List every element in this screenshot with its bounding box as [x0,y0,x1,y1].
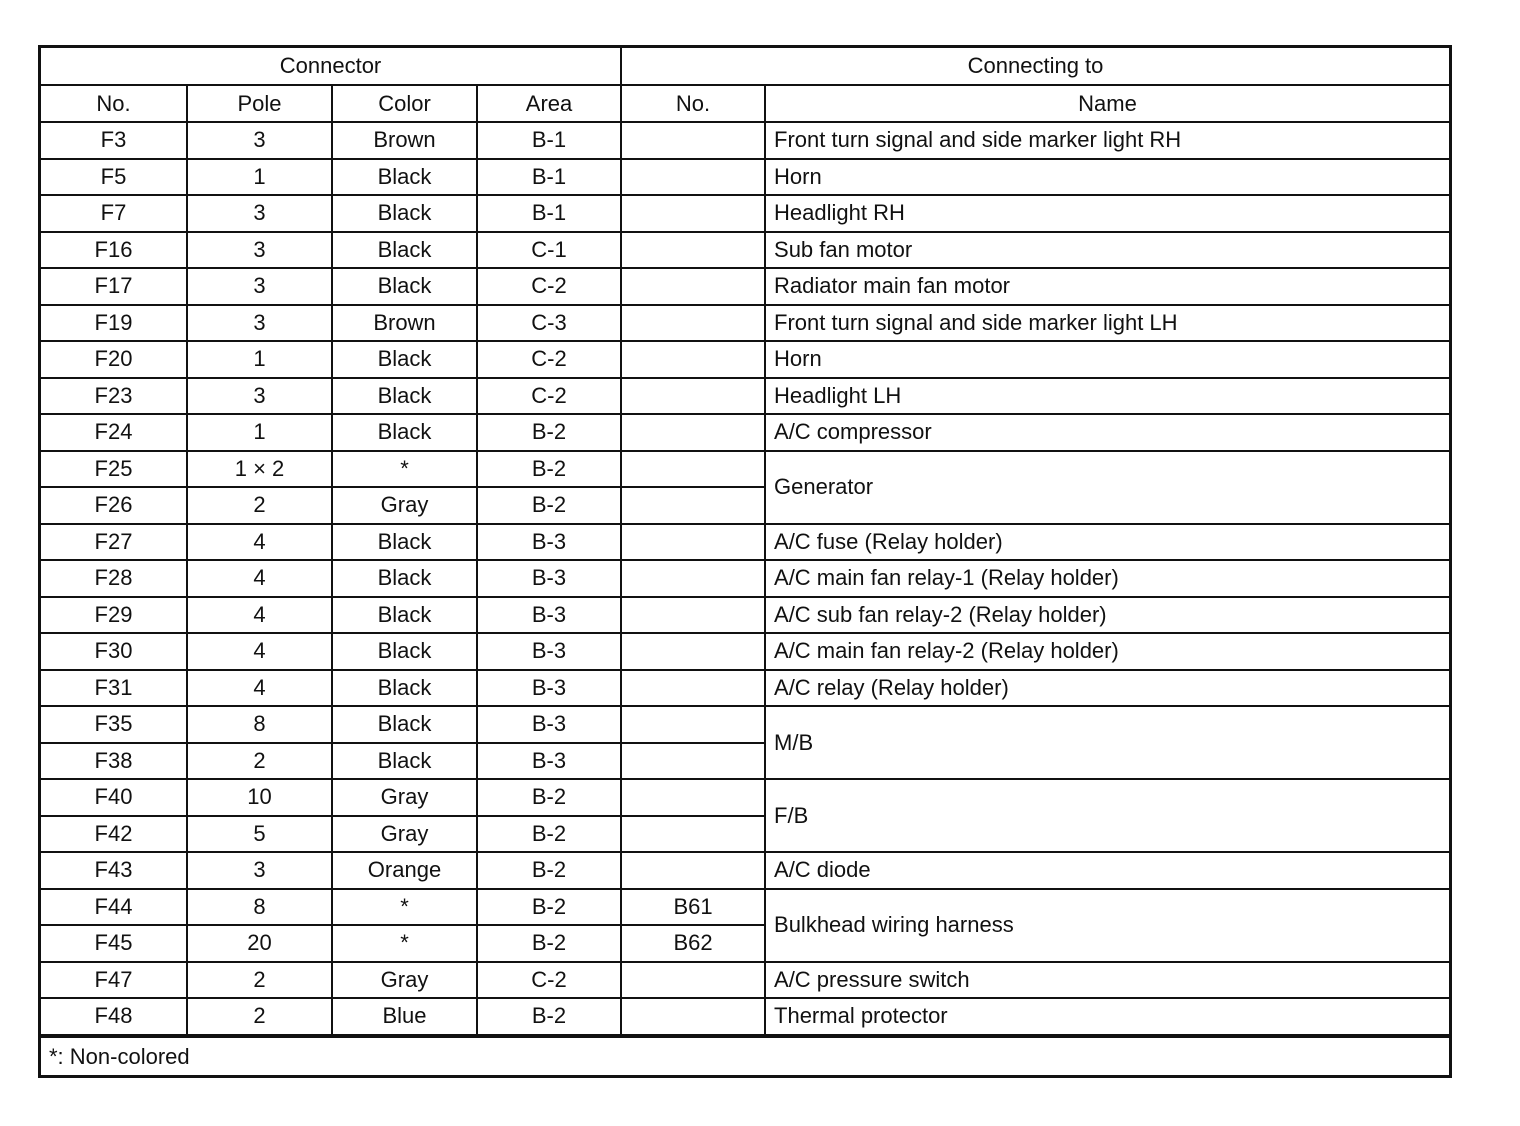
area-cell: B-2 [477,451,621,488]
connecting-no-cell [621,962,765,999]
pole-cell: 5 [187,816,332,853]
connecting-name-cell: Horn [765,341,1449,378]
connecting-no-cell [621,122,765,159]
color-cell: * [332,889,477,926]
area-cell: B-2 [477,779,621,816]
area-cell: B-3 [477,670,621,707]
connector-no-cell: F31 [41,670,187,707]
connecting-name-cell: M/B [765,706,1449,779]
connecting-no-cell [621,159,765,196]
connecting-no-cell [621,268,765,305]
connector-no-cell: F35 [41,706,187,743]
color-cell: Black [332,414,477,451]
table-row [41,122,1449,159]
color-cell: Black [332,159,477,196]
pole-cell: 8 [187,889,332,926]
connector-no-cell: F45 [41,925,187,962]
area-cell: B-2 [477,487,621,524]
connecting-no-cell [621,633,765,670]
connecting-name-cell: A/C main fan relay-2 (Relay holder) [765,633,1449,670]
connecting-name-cell: Front turn signal and side marker light LH [765,305,1449,342]
connecting-name-cell: A/C diode [765,852,1449,889]
connecting-no-cell: B61 [621,889,765,926]
connecting-name-cell: Thermal protector [765,998,1449,1035]
connecting-name-cell: Radiator main fan motor [765,268,1449,305]
color-cell: Black [332,597,477,634]
pole-cell: 2 [187,962,332,999]
color-cell: Gray [332,779,477,816]
connecting-no-cell [621,852,765,889]
connecting-no-cell [621,524,765,561]
area-column-header: Area [477,85,621,122]
connecting-no-cell [621,195,765,232]
pole-cell: 4 [187,524,332,561]
connector-no-cell: F44 [41,889,187,926]
no-column-header: No. [41,85,187,122]
name-column-header: Name [765,85,1449,122]
connector-no-cell: F38 [41,743,187,780]
pole-cell: 1 × 2 [187,451,332,488]
connector-no-cell: F47 [41,962,187,999]
pole-cell: 4 [187,670,332,707]
area-cell: B-1 [477,122,621,159]
table-row [41,378,1449,415]
connecting-no-cell: B62 [621,925,765,962]
connecting-name-cell: Bulkhead wiring harness [765,889,1449,962]
table-row [41,305,1449,342]
connecting-name-cell: Horn [765,159,1449,196]
pole-cell: 3 [187,378,332,415]
column-header-row [41,85,1449,122]
connecting-name-cell: A/C compressor [765,414,1449,451]
area-cell: B-2 [477,816,621,853]
connector-no-cell: F48 [41,998,187,1035]
area-cell: C-3 [477,305,621,342]
area-cell: B-2 [477,998,621,1035]
color-cell: Brown [332,122,477,159]
area-cell: B-3 [477,743,621,780]
connecting-to-group-header: Connecting to [621,48,1449,85]
table-row [41,524,1449,561]
connecting-no-cell [621,816,765,853]
table-row [41,889,1449,926]
connector-no-cell: F26 [41,487,187,524]
pole-cell: 20 [187,925,332,962]
table-row [41,670,1449,707]
area-cell: B-3 [477,706,621,743]
connecting-no-cell [621,414,765,451]
color-cell: Gray [332,487,477,524]
connector-no-cell: F42 [41,816,187,853]
connecting-no-cell [621,341,765,378]
connecting-name-cell: Front turn signal and side marker light RH [765,122,1449,159]
area-cell: B-1 [477,195,621,232]
area-cell: B-3 [477,633,621,670]
area-cell: B-2 [477,889,621,926]
pole-column-header: Pole [187,85,332,122]
area-cell: B-3 [477,597,621,634]
connector-no-cell: F27 [41,524,187,561]
connector-no-cell: F20 [41,341,187,378]
area-cell: B-2 [477,852,621,889]
pole-cell: 4 [187,597,332,634]
color-cell: Black [332,524,477,561]
connector-no-cell: F28 [41,560,187,597]
area-cell: B-1 [477,159,621,196]
pole-cell: 3 [187,852,332,889]
table-row [41,706,1449,743]
table-row [41,779,1449,816]
pole-cell: 2 [187,998,332,1035]
color-cell: * [332,451,477,488]
color-cell: Black [332,232,477,269]
connector-no-cell: F25 [41,451,187,488]
color-cell: * [332,925,477,962]
connecting-no-cell [621,743,765,780]
table-row [41,195,1449,232]
connecting-no-cell [621,560,765,597]
pole-cell: 2 [187,487,332,524]
connector-table-sheet [38,45,1452,1078]
pole-cell: 10 [187,779,332,816]
color-cell: Black [332,633,477,670]
connector-no-cell: F30 [41,633,187,670]
connector-no-cell: F17 [41,268,187,305]
connector-no-cell: F29 [41,597,187,634]
area-cell: C-1 [477,232,621,269]
footnote: *: Non-colored [41,1036,1449,1075]
pole-cell: 3 [187,122,332,159]
table-row [41,560,1449,597]
connector-no-cell: F3 [41,122,187,159]
color-cell: Gray [332,962,477,999]
connector-no-cell: F40 [41,779,187,816]
connecting-no-cell [621,232,765,269]
pole-cell: 1 [187,341,332,378]
table-row [41,159,1449,196]
pole-cell: 1 [187,414,332,451]
area-cell: C-2 [477,378,621,415]
connector-no-cell: F5 [41,159,187,196]
connecting-no-cell [621,706,765,743]
connecting-no-cell [621,378,765,415]
table-row [41,268,1449,305]
connecting-no-cell [621,451,765,488]
color-cell: Black [332,341,477,378]
table-row [41,998,1449,1035]
connecting-no-cell [621,779,765,816]
color-cell: Black [332,706,477,743]
color-cell: Orange [332,852,477,889]
connecting-name-cell: A/C pressure switch [765,962,1449,999]
color-cell: Black [332,195,477,232]
connecting-name-cell: Generator [765,451,1449,524]
connecting-name-cell: A/C sub fan relay-2 (Relay holder) [765,597,1449,634]
pole-cell: 3 [187,305,332,342]
table-row [41,962,1449,999]
color-cell: Black [332,268,477,305]
connecting-name-cell: Sub fan motor [765,232,1449,269]
connecting-no-cell [621,670,765,707]
area-cell: B-2 [477,414,621,451]
table-row [41,852,1449,889]
pole-cell: 3 [187,232,332,269]
color-cell: Black [332,670,477,707]
pole-cell: 4 [187,633,332,670]
connector-no-cell: F19 [41,305,187,342]
table-row [41,597,1449,634]
area-cell: B-3 [477,524,621,561]
table-row [41,414,1449,451]
connecting-name-cell: Headlight LH [765,378,1449,415]
connector-table [41,48,1449,1036]
color-cell: Blue [332,998,477,1035]
connector-no-cell: F7 [41,195,187,232]
color-column-header: Color [332,85,477,122]
pole-cell: 2 [187,743,332,780]
table-body [41,122,1449,1035]
pole-cell: 8 [187,706,332,743]
connector-no-cell: F16 [41,232,187,269]
connecting-no-cell [621,487,765,524]
area-cell: C-2 [477,962,621,999]
pole-cell: 1 [187,159,332,196]
connecting-name-cell: A/C relay (Relay holder) [765,670,1449,707]
table-row [41,451,1449,488]
table-row [41,633,1449,670]
connecting-name-cell: F/B [765,779,1449,852]
connecting-no-column-header: No. [621,85,765,122]
connecting-name-cell: A/C fuse (Relay holder) [765,524,1449,561]
color-cell: Black [332,560,477,597]
color-cell: Black [332,743,477,780]
table-row [41,232,1449,269]
color-cell: Gray [332,816,477,853]
connector-group-header: Connector [41,48,621,85]
connector-no-cell: F24 [41,414,187,451]
pole-cell: 4 [187,560,332,597]
pole-cell: 3 [187,195,332,232]
color-cell: Black [332,378,477,415]
area-cell: C-2 [477,268,621,305]
area-cell: C-2 [477,341,621,378]
area-cell: B-2 [477,925,621,962]
connector-no-cell: F43 [41,852,187,889]
connecting-name-cell: A/C main fan relay-1 (Relay holder) [765,560,1449,597]
area-cell: B-3 [477,560,621,597]
color-cell: Brown [332,305,477,342]
connecting-no-cell [621,305,765,342]
connecting-no-cell [621,597,765,634]
connecting-no-cell [621,998,765,1035]
connector-no-cell: F23 [41,378,187,415]
pole-cell: 3 [187,268,332,305]
connecting-name-cell: Headlight RH [765,195,1449,232]
table-row [41,341,1449,378]
group-header-row [41,48,1449,85]
